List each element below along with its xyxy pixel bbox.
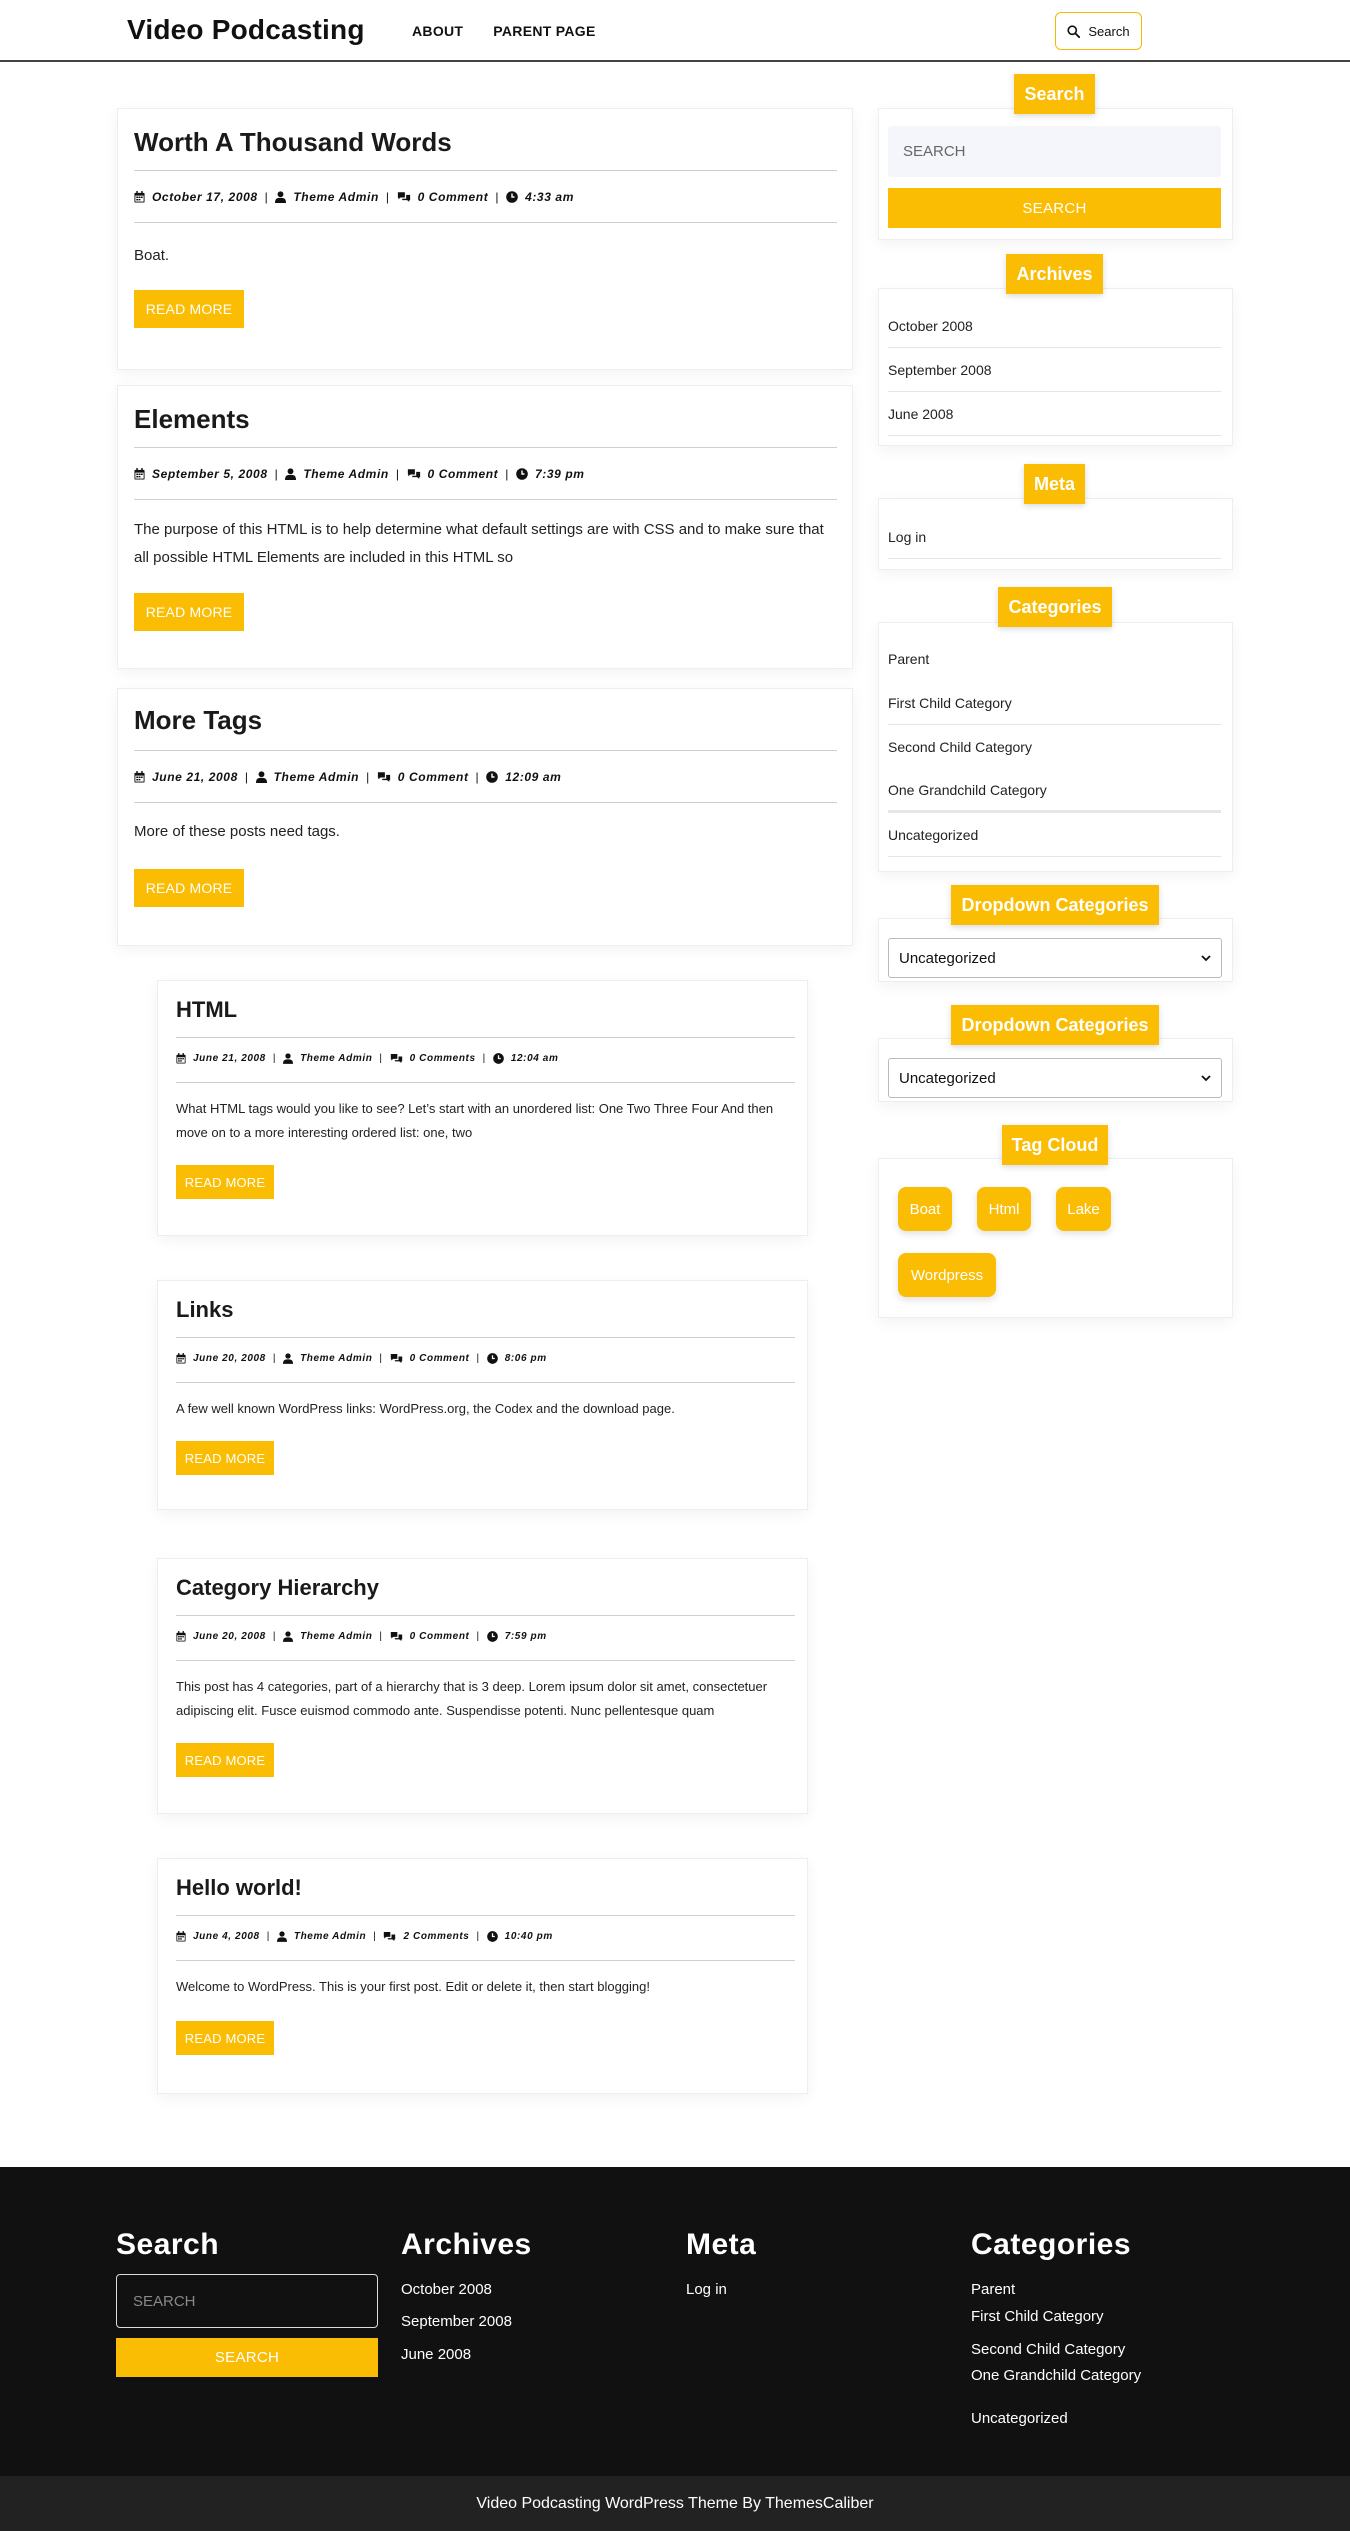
- read-more-button[interactable]: READ MORE: [176, 2021, 274, 2055]
- comments-icon: [407, 468, 421, 480]
- dropdown-selected-value: Uncategorized: [899, 949, 996, 967]
- post-excerpt: Boat.: [134, 247, 170, 264]
- clock-icon: [486, 771, 498, 783]
- post-card: [117, 688, 853, 946]
- nav-item-parent-page[interactable]: PARENT PAGE: [493, 23, 596, 39]
- chevron-down-icon: [1201, 955, 1211, 962]
- footer-widget-title: Archives: [401, 2228, 532, 2261]
- post-author[interactable]: Theme Admin: [300, 1353, 373, 1364]
- calendar-icon: [176, 1353, 186, 1364]
- categories-list: [888, 637, 1221, 857]
- post-comments[interactable]: 0 Comment: [409, 1631, 470, 1642]
- divider: [134, 499, 837, 500]
- divider: [134, 170, 837, 171]
- footer-category-link[interactable]: Second Child Category: [971, 2341, 1126, 2358]
- nav-item-about[interactable]: ABOUT: [412, 23, 464, 39]
- post-title[interactable]: More Tags: [134, 705, 263, 735]
- post-title[interactable]: Hello world!: [176, 1875, 302, 1900]
- calendar-icon: [134, 771, 145, 783]
- post-comments[interactable]: 0 Comments: [409, 1053, 476, 1064]
- post-excerpt: The purpose of this HTML is to help determine what default settings are with CSS and to make sure that all possible HTML Elements are included in this HTML so: [134, 521, 824, 566]
- footer-search-input[interactable]: SEARCH: [116, 2274, 378, 2328]
- read-more-button[interactable]: READ MORE: [134, 593, 244, 631]
- user-icon: [277, 1931, 287, 1942]
- post-author[interactable]: Theme Admin: [303, 467, 389, 481]
- calendar-icon: [176, 1053, 186, 1064]
- post-date[interactable]: September 5, 2008: [152, 467, 268, 481]
- tag-link[interactable]: Lake: [1056, 1187, 1111, 1231]
- site-header: [0, 0, 1350, 62]
- widget-title: Search: [1014, 74, 1095, 114]
- post-date[interactable]: June 21, 2008: [152, 770, 238, 784]
- post-comments[interactable]: 0 Comment: [427, 467, 499, 481]
- post-meta: October 17, 2008 | Theme Admin | 0 Comment | 4:33 am: [134, 190, 574, 204]
- divider: [176, 1337, 795, 1338]
- post-time: 7:39 pm: [535, 467, 585, 481]
- category-link[interactable]: First Child Category: [888, 681, 1221, 725]
- footer-search-button[interactable]: SEARCH: [116, 2338, 378, 2377]
- clock-icon: [506, 191, 518, 203]
- footer-widget-title: Categories: [971, 2228, 1132, 2261]
- post-meta: June 20, 2008 | Theme Admin | 0 Comment | 7:59 pm: [176, 1631, 547, 1642]
- footer-category-link[interactable]: Parent: [971, 2281, 1016, 2298]
- divider: [176, 1382, 795, 1383]
- post-title[interactable]: Worth A Thousand Words: [134, 127, 452, 157]
- post-author[interactable]: Theme Admin: [273, 770, 360, 784]
- archive-link[interactable]: June 2008: [888, 392, 1221, 436]
- read-more-button[interactable]: READ MORE: [176, 1743, 274, 1777]
- post-comments[interactable]: 0 Comment: [417, 190, 489, 204]
- calendar-icon: [134, 468, 145, 480]
- archive-link[interactable]: September 2008: [888, 348, 1221, 392]
- chevron-down-icon: [1201, 1075, 1211, 1082]
- post-author[interactable]: Theme Admin: [300, 1053, 373, 1064]
- clock-icon: [487, 1931, 498, 1942]
- read-more-button[interactable]: READ MORE: [176, 1165, 274, 1199]
- widget-title: Dropdown Categories: [951, 885, 1159, 925]
- header-search-label: Search: [1088, 23, 1130, 39]
- comments-icon: [383, 1931, 396, 1942]
- category-link[interactable]: Uncategorized: [888, 813, 1221, 857]
- post-time: 10:40 pm: [504, 1931, 553, 1942]
- post-card: [157, 1858, 808, 2094]
- footer-category-link[interactable]: Uncategorized: [971, 2410, 1068, 2427]
- comments-icon: [390, 1053, 403, 1064]
- read-more-button[interactable]: READ MORE: [134, 869, 244, 907]
- post-time: 4:33 am: [525, 190, 574, 204]
- post-excerpt: What HTML tags would you like to see? Let’s start with an unordered list: One Two Three Four And then move on to a more interesting ordered list: one, two: [176, 1101, 774, 1140]
- copyright-bar: [0, 2476, 1350, 2531]
- footer-category-link[interactable]: One Grandchild Category: [971, 2367, 1142, 2384]
- site-title[interactable]: Video Podcasting: [127, 14, 365, 45]
- copyright-text[interactable]: Video Podcasting WordPress Theme By ThemesCaliber: [476, 2494, 874, 2512]
- post-comments[interactable]: 2 Comments: [403, 1931, 470, 1942]
- read-more-button[interactable]: READ MORE: [134, 290, 244, 328]
- post-excerpt: This post has 4 categories, part of a hierarchy that is 3 deep. Lorem ipsum dolor sit amet, consectetuer adipiscing elit. Fusce euismod commodo ante. Suspendisse potenti. Nunc pellentesque quam: [176, 1679, 768, 1718]
- archives-list: [888, 304, 1221, 436]
- post-author[interactable]: Theme Admin: [300, 1631, 373, 1642]
- post-title[interactable]: Elements: [134, 404, 250, 434]
- category-link[interactable]: Parent: [888, 651, 930, 667]
- post-card: [117, 108, 853, 370]
- comments-icon: [397, 191, 411, 203]
- divider: [134, 802, 837, 803]
- footer-widget-title: Meta: [686, 2228, 757, 2261]
- post-excerpt: A few well known WordPress links: WordPress.org, the Codex and the download page.: [176, 1401, 675, 1416]
- clock-icon: [487, 1631, 498, 1642]
- user-icon: [275, 191, 286, 203]
- user-icon: [283, 1053, 293, 1064]
- widget-title: Tag Cloud: [1002, 1125, 1108, 1165]
- widget-title: Categories: [998, 587, 1112, 627]
- post-card: [157, 980, 808, 1236]
- post-title[interactable]: HTML: [176, 997, 238, 1022]
- post-author[interactable]: Theme Admin: [293, 1931, 367, 1942]
- divider: [176, 1960, 795, 1961]
- calendar-icon: [176, 1631, 186, 1642]
- post-time: 12:09 am: [505, 770, 562, 784]
- post-comments[interactable]: 0 Comment: [409, 1353, 470, 1364]
- divider: [176, 1660, 795, 1661]
- widget-title: Meta: [1024, 464, 1085, 504]
- post-card: [157, 1280, 808, 1510]
- login-link[interactable]: Log in: [888, 515, 1221, 559]
- post-meta: June 4, 2008 | Theme Admin | 2 Comments | 10:40 pm: [176, 1931, 553, 1942]
- footer-category-link[interactable]: First Child Category: [971, 2308, 1104, 2325]
- user-icon: [283, 1353, 293, 1364]
- post-date[interactable]: June 20, 2008: [193, 1353, 266, 1364]
- user-icon: [285, 468, 296, 480]
- divider: [176, 1082, 795, 1083]
- clock-icon: [493, 1053, 504, 1064]
- divider: [134, 222, 837, 223]
- post-comments[interactable]: 0 Comment: [397, 770, 469, 784]
- widget-title: Archives: [1006, 254, 1103, 294]
- user-icon: [283, 1631, 293, 1642]
- post-time: 12:04 am: [510, 1053, 559, 1064]
- header-search-button[interactable]: [1055, 12, 1142, 50]
- footer-login-link[interactable]: Log in: [686, 2281, 727, 2298]
- post-time: 7:59 pm: [504, 1631, 547, 1642]
- category-link[interactable]: One Grandchild Category: [888, 769, 1221, 813]
- footer-archive-link[interactable]: September 2008: [401, 2313, 512, 2330]
- post-time: 8:06 pm: [504, 1353, 547, 1364]
- footer-widget-title: Search: [116, 2228, 220, 2261]
- footer-archive-link[interactable]: June 2008: [401, 2346, 472, 2363]
- archive-link[interactable]: October 2008: [888, 304, 1221, 348]
- calendar-icon: [176, 1931, 186, 1942]
- search-icon: [1067, 25, 1080, 38]
- comments-icon: [390, 1353, 403, 1364]
- main-nav: [412, 23, 596, 39]
- post-meta: June 20, 2008 | Theme Admin | 0 Comment | 8:06 pm: [176, 1353, 547, 1364]
- post-meta: June 21, 2008 | Theme Admin | 0 Comment | 12:09 am: [134, 770, 561, 784]
- tag-link[interactable]: Boat: [898, 1187, 952, 1231]
- footer-archive-link[interactable]: October 2008: [401, 2281, 492, 2298]
- comments-icon: [377, 771, 391, 783]
- read-more-button[interactable]: READ MORE: [176, 1441, 274, 1475]
- clock-icon: [487, 1353, 498, 1364]
- clock-icon: [516, 468, 528, 480]
- divider: [176, 1915, 795, 1916]
- sidebar-search-input[interactable]: SEARCH: [888, 126, 1221, 177]
- post-date[interactable]: June 21, 2008: [193, 1053, 266, 1064]
- post-author[interactable]: Theme Admin: [293, 190, 379, 204]
- widget-title: Dropdown Categories: [951, 1005, 1159, 1045]
- post-title[interactable]: Category Hierarchy: [176, 1575, 379, 1600]
- post-meta: September 5, 2008 | Theme Admin | 0 Comment | 7:39 pm: [134, 467, 585, 481]
- post-title[interactable]: Links: [176, 1297, 234, 1322]
- post-date[interactable]: June 4, 2008: [193, 1931, 260, 1942]
- post-meta: June 21, 2008 | Theme Admin | 0 Comments | 12:04 am: [176, 1053, 558, 1064]
- divider: [176, 1037, 795, 1038]
- category-dropdown[interactable]: [888, 938, 1222, 978]
- divider: [176, 1615, 795, 1616]
- tag-link[interactable]: Html: [977, 1187, 1031, 1231]
- post-excerpt: Welcome to WordPress. This is your first post. Edit or delete it, then start blogging!: [176, 1979, 650, 1994]
- post-card: [117, 385, 853, 669]
- comments-icon: [390, 1631, 403, 1642]
- post-excerpt: More of these posts need tags.: [134, 823, 340, 840]
- post-date[interactable]: June 20, 2008: [193, 1631, 266, 1642]
- category-link[interactable]: Second Child Category: [888, 739, 1032, 755]
- calendar-icon: [134, 191, 145, 203]
- category-dropdown[interactable]: [888, 1058, 1222, 1098]
- dropdown-selected-value: Uncategorized: [899, 1069, 996, 1087]
- divider: [134, 750, 837, 751]
- sidebar-search-button[interactable]: SEARCH: [888, 188, 1221, 228]
- tag-link[interactable]: Wordpress: [898, 1253, 996, 1297]
- divider: [134, 447, 837, 448]
- meta-list: [888, 515, 1221, 559]
- post-date[interactable]: October 17, 2008: [152, 190, 258, 204]
- post-card: [157, 1558, 808, 1814]
- user-icon: [256, 771, 267, 783]
